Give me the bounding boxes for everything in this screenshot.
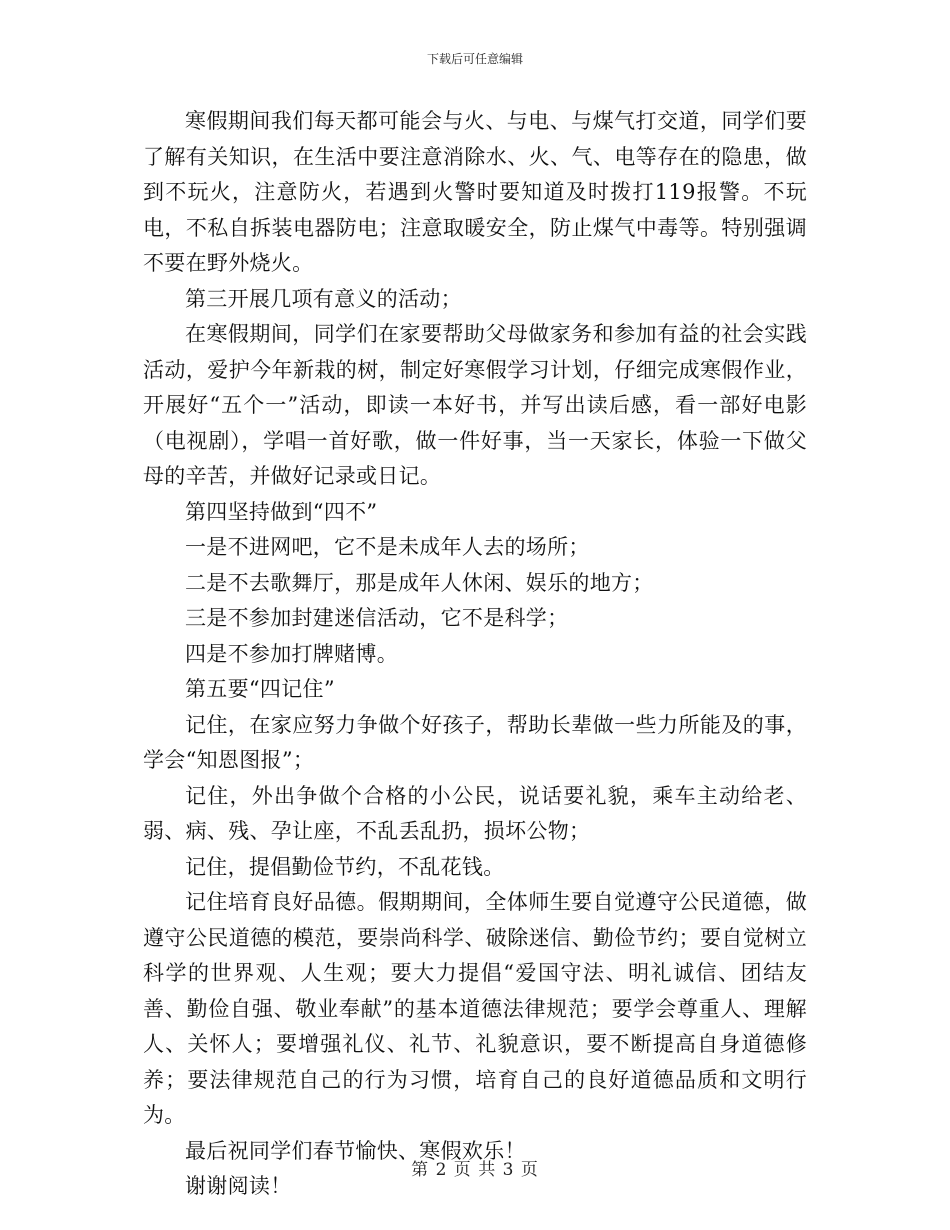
paragraph-not-1: 一是不进网吧，它不是未成年人去的场所； — [185, 535, 590, 559]
paragraph-remember-2: 记住，外出争做个合格的小公民，说话要礼貌，乘车主动给老、弱、病、残、孕让座，不乱丢乱扔，损坏公物； — [143, 783, 807, 843]
paragraph-thanks: 谢谢阅读！ — [185, 1174, 292, 1198]
paragraph-heading-activities: 第三开展几项有意义的活动； — [185, 286, 462, 311]
paragraph-remember-3: 记住，提倡勤俭节约，不乱花钱。 — [185, 854, 505, 879]
paragraph-not-4: 四是不参加打牌赌博。 — [185, 641, 398, 666]
paragraph-remember-4: 记住培育良好品德。假期期间，全体师生要自觉遵守公民道德，做遵守公民道德的模范，要崇尚科学、破除迷信、勤俭节约；要自觉树立科学的世界观、人生观；要大力提倡“爱国守法、明礼诚信、团结友善、勤俭自强、敬业奉献”的基本道德法律规范；要学会尊重人、理解人、关怀人；要增强礼仪、礼节、礼貌意识，要不断提高自身道德修养；要法律规范自己的行为习惯，培育自己的良好道德品质和文明行为。 — [143, 890, 807, 1127]
paragraph-activities: 在寒假期间，同学们在家要帮助父母做家务和参加有益的社会实践活动，爱护今年新栽的树，制定好寒假学习计划，仔细完成寒假作业，开展好“五个一”活动，即读一本好书，并写出读后感，看一部好电影（电视剧），学唱一首好歌，做一件好事，当一天家长，体验一下做父母的辛苦，并做好记录或日记。 — [143, 322, 807, 488]
paragraph-not-3: 三是不参加封建迷信活动，它不是科学； — [185, 606, 569, 630]
paragraph-closing-wishes: 最后祝同学们春节愉快、寒假欢乐！ — [185, 1138, 526, 1163]
paragraph-not-2: 二是不去歌舞厅，那是成年人休闲、娱乐的地方； — [185, 570, 654, 595]
paragraph-heading-four-nots: 第四坚持做到“四不” — [185, 499, 378, 524]
paragraph-safety-fire-electricity: 寒假期间我们每天都可能会与火、与电、与煤气打交道，同学们要了解有关知识，在生活中要注意消除水、火、气、电等存在的隐患，做到不玩火，注意防火，若遇到火警时要知道及时拨打119报警。不玩电，不私自拆装电器防电；注意取暖安全，防止煤气中毒等。特别强调不要在野外烧火。 — [143, 109, 807, 275]
paragraph-heading-four-remember: 第五要“四记住” — [185, 677, 335, 701]
page-header: 下载后可任意编辑 — [426, 52, 523, 66]
paragraph-remember-1: 记住，在家应努力争做个好孩子，帮助长辈做一些力所能及的事，学会“知恩图报”； — [143, 712, 807, 772]
document-body — [143, 104, 807, 1205]
page-footer-page-number: 第 2 页 共 3 页 — [411, 1160, 539, 1180]
